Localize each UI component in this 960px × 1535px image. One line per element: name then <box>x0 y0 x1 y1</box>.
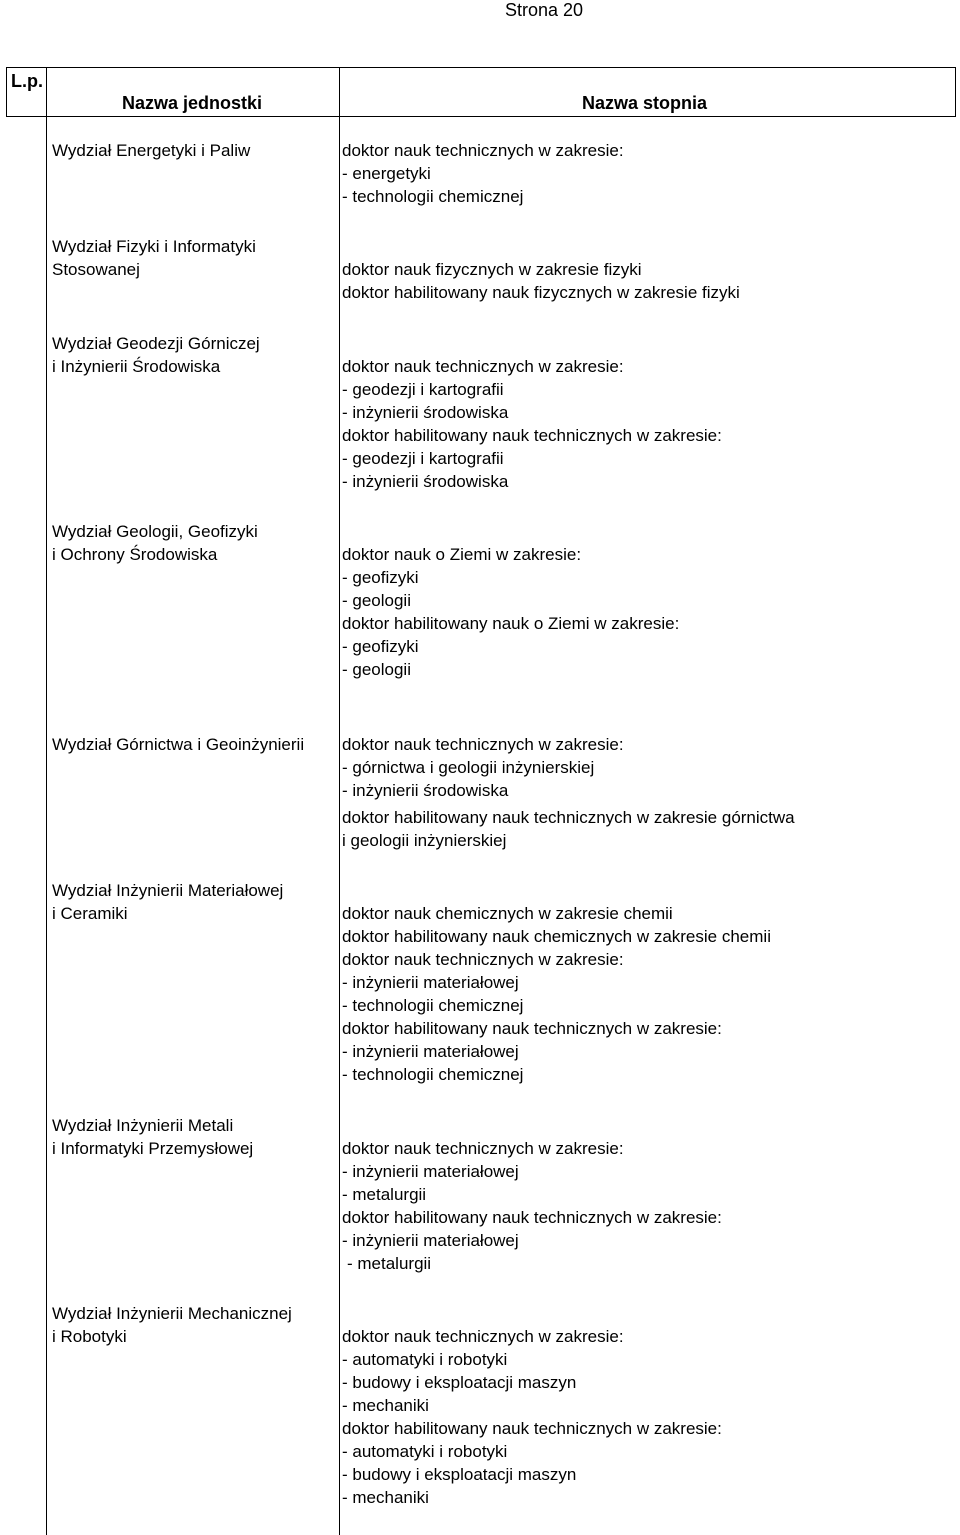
degree-cell <box>342 733 795 852</box>
degree-line: - inżynierii materiałowej <box>342 973 519 992</box>
degree-line: doktor nauk technicznych w zakresie: <box>342 735 624 754</box>
degree-cell <box>342 1325 722 1509</box>
degree-line: doktor habilitowany nauk technicznych w zakresie: <box>342 1419 722 1438</box>
unit-name: Wydział Energetyki i Paliw <box>52 141 251 160</box>
unit-cell <box>52 235 256 281</box>
degree-line: doktor habilitowany nauk o Ziemi w zakresie: <box>342 614 680 633</box>
degree-line: - automatyki i robotyki <box>342 1350 508 1369</box>
degree-line: - budowy i eksploatacji maszyn <box>342 1373 577 1392</box>
unit-name: i Inżynierii Środowiska <box>52 357 221 376</box>
degree-line: - inżynierii środowiska <box>342 781 509 800</box>
unit-cell <box>52 139 250 162</box>
unit-column-divider <box>339 67 340 1535</box>
degree-line: - technologii chemicznej <box>342 996 524 1015</box>
degree-line: doktor nauk technicznych w zakresie: <box>342 1139 624 1158</box>
unit-cell <box>52 520 258 566</box>
degree-line: - automatyki i robotyki <box>342 1442 508 1461</box>
degree-line: doktor nauk chemicznych w zakresie chemii <box>342 904 673 923</box>
header-unit-name: Nazwa jednostki <box>122 93 263 113</box>
degree-line: - metalurgii <box>342 1185 427 1204</box>
degree-line: i geologii inżynierskiej <box>342 831 507 850</box>
degree-line: - geologii <box>342 660 411 679</box>
degree-line: doktor nauk technicznych w zakresie: <box>342 357 624 376</box>
degree-line: - energetyki <box>342 164 431 183</box>
degree-line: doktor nauk technicznych w zakresie: <box>342 950 624 969</box>
unit-name: i Robotyki <box>52 1327 127 1346</box>
degree-line: doktor habilitowany nauk technicznych w zakresie górnictwa <box>342 808 795 827</box>
degree-line: doktor nauk technicznych w zakresie: <box>342 1327 624 1346</box>
degree-line: - mechaniki <box>342 1488 429 1507</box>
header-degree-name: Nazwa stopnia <box>582 93 708 113</box>
degree-line: - inżynierii materiałowej <box>342 1231 519 1250</box>
unit-name: i Ochrony Środowiska <box>52 545 218 564</box>
degree-line: - geologii <box>342 591 411 610</box>
degree-line: - technologii chemicznej <box>342 1065 524 1084</box>
unit-name: Wydział Fizyki i Informatyki <box>52 237 256 256</box>
degree-line: doktor habilitowany nauk technicznych w zakresie: <box>342 1019 722 1038</box>
degree-line: - mechaniki <box>342 1396 429 1415</box>
degree-line: - budowy i eksploatacji maszyn <box>342 1465 577 1484</box>
degree-cell <box>342 1137 722 1275</box>
unit-cell <box>52 879 283 925</box>
table-left-border <box>6 67 7 117</box>
degree-line: - metalurgii <box>347 1254 432 1273</box>
degree-line: - inżynierii środowiska <box>342 403 509 422</box>
degree-line: - geofizyki <box>342 637 419 656</box>
unit-name: Stosowanej <box>52 260 140 279</box>
unit-cell <box>52 1114 253 1160</box>
degree-line: - geodezji i kartografii <box>342 449 504 468</box>
unit-name: i Ceramiki <box>52 904 128 923</box>
degree-line: - inżynierii środowiska <box>342 472 509 491</box>
unit-name: Wydział Inżynierii Mechanicznej <box>52 1304 292 1323</box>
unit-cell <box>52 332 260 378</box>
unit-cell <box>52 733 304 756</box>
degree-line: doktor habilitowany nauk technicznych w zakresie: <box>342 426 722 445</box>
degree-line: doktor nauk technicznych w zakresie: <box>342 141 624 160</box>
degree-line: doktor nauk fizycznych w zakresie fizyki <box>342 260 642 279</box>
degree-cell <box>342 902 771 1086</box>
degree-line: doktor habilitowany nauk fizycznych w zakresie fizyki <box>342 283 740 302</box>
page-number: Strona 20 <box>505 0 584 20</box>
lp-column-divider <box>46 67 47 1535</box>
degree-line: - inżynierii materiałowej <box>342 1042 519 1061</box>
degree-line: - inżynierii materiałowej <box>342 1162 519 1181</box>
unit-name: Wydział Inżynierii Metali <box>52 1116 234 1135</box>
degree-line: doktor habilitowany nauk technicznych w zakresie: <box>342 1208 722 1227</box>
unit-name: Wydział Górnictwa i Geoinżynierii <box>52 735 305 754</box>
degree-line: - górnictwa i geologii inżynierskiej <box>342 758 595 777</box>
unit-name: Wydział Geodezji Górniczej <box>52 334 260 353</box>
degree-cell <box>342 139 624 208</box>
degree-cell <box>342 543 679 681</box>
header-lp: L.p. <box>11 71 43 91</box>
table-right-border <box>955 67 956 117</box>
unit-name: i Informatyki Przemysłowej <box>52 1139 254 1158</box>
degree-line: - geofizyki <box>342 568 419 587</box>
table-top-border <box>6 67 956 68</box>
unit-name: Wydział Inżynierii Materiałowej <box>52 881 284 900</box>
degree-line: doktor nauk o Ziemi w zakresie: <box>342 545 582 564</box>
unit-cell <box>52 1302 292 1348</box>
degree-line: - geodezji i kartografii <box>342 380 504 399</box>
degree-line: doktor habilitowany nauk chemicznych w zakresie chemii <box>342 927 771 946</box>
degree-cell <box>342 258 740 304</box>
header-bottom-border <box>6 116 956 117</box>
degree-line: - technologii chemicznej <box>342 187 524 206</box>
unit-name: Wydział Geologii, Geofizyki <box>52 522 258 541</box>
degree-cell <box>342 355 722 493</box>
